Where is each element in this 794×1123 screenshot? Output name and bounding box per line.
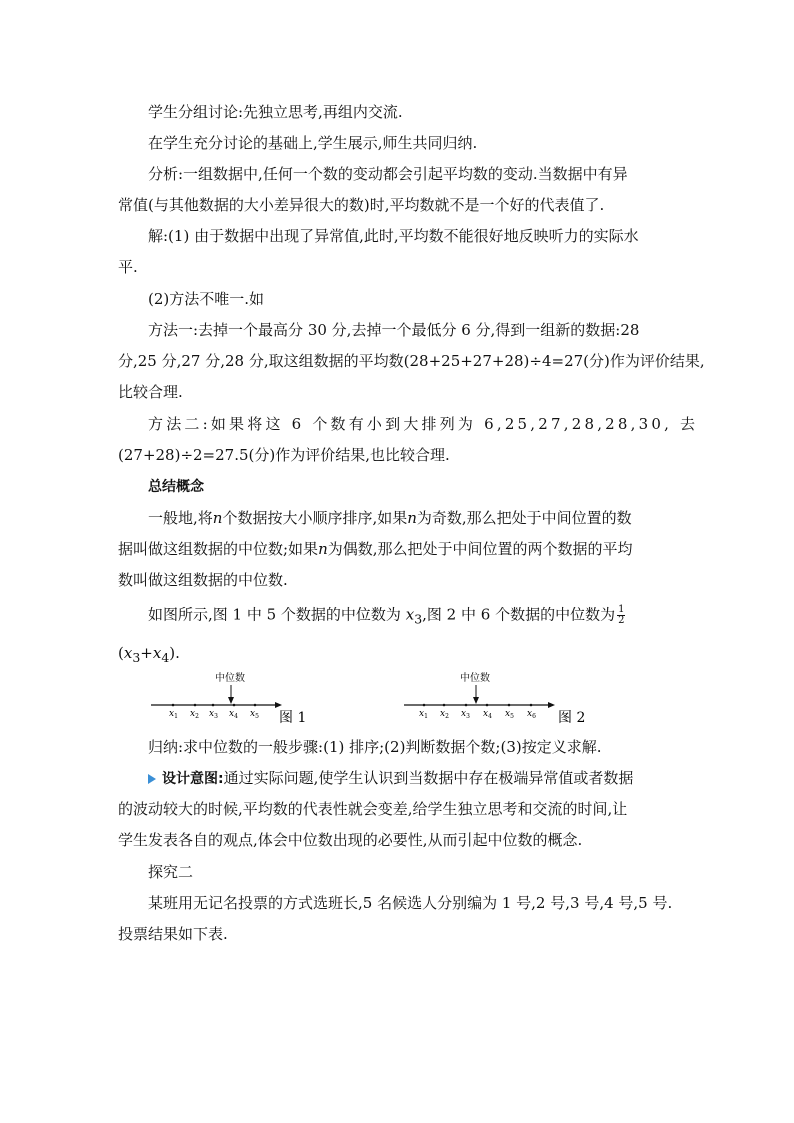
fig2-tick-5 — [508, 704, 511, 707]
fig2-median-arrow-head — [473, 697, 479, 704]
fig2-point-label-1: $x_1$ — [419, 709, 428, 720]
fig1-point-label-4: $x_4$ — [229, 709, 238, 720]
para-method1-line1: 方法一:去掉一个最高分 30 分,去掉一个最低分 6 分,得到一组新的数据:28 — [148, 321, 640, 339]
fig2-point-label-4: $x_4$ — [483, 709, 492, 720]
fig2-point-label-2: $x_2$ — [440, 709, 449, 720]
fraction-one-half: $\frac{1}{2}$ — [618, 604, 625, 626]
fig1-tick-5 — [254, 704, 257, 707]
fig1-point-label-1: $x_1$ — [169, 709, 178, 720]
fig1-median-arrow-head — [228, 697, 234, 704]
para-figure-explanation-line2: $(x_3+x_4)$. — [118, 644, 180, 665]
para-design-intent-line2: 的波动较大的时候,平均数的代表性就会变差,给学生独立思考和交流的时间,让 — [118, 800, 628, 818]
para-design-intent-line3: 学生发表各自的观点,体会中位数出现的必要性,从而引起中位数的概念. — [118, 831, 583, 849]
fig2-tick-4 — [486, 704, 489, 707]
para-median-steps: 归纳:求中位数的一般步骤:(1) 排序;(2)判断数据个数;(3)按定义求解. — [148, 738, 602, 756]
fig2-tick-1 — [423, 704, 426, 707]
design-intent-label: 设计意图: — [162, 771, 224, 787]
triangle-marker-icon — [148, 774, 156, 784]
fig2-point-label-6: $x_6$ — [527, 709, 536, 720]
fig1-tick-3 — [212, 704, 215, 707]
para-definition-line1: 一般地,将n个数据按大小顺序排序,如果n为奇数,那么把处于中间位置的数 — [148, 509, 632, 527]
fig2-median-label: 中位数 — [460, 673, 490, 684]
para-group-discussion: 学生分组讨论:先独立思考,再组内交流. — [148, 103, 403, 121]
fig2-axis-arrow — [548, 702, 555, 708]
para-analysis-line1: 分析:一组数据中,任何一个数的变动都会引起平均数的变动.当数据中有异 — [148, 165, 628, 183]
para-definition-line3: 数叫做这组数据的中位数. — [118, 571, 288, 589]
fig1-tick-1 — [172, 704, 175, 707]
para-definition-line2: 据叫做这组数据的中位数;如果n为偶数,那么把处于中间位置的两个数据的平均 — [118, 540, 633, 558]
figure-2-number-line — [400, 665, 600, 725]
figure-1-number-line — [145, 665, 320, 725]
para-solution-line2: 平. — [118, 258, 138, 276]
fig1-tick-4 — [233, 704, 236, 707]
fig1-point-label-5: $x_5$ — [250, 709, 259, 720]
fig2-tick-6 — [530, 704, 533, 707]
fig2-point-label-3: $x_3$ — [461, 709, 470, 720]
para-method2-line2: (27+28)÷2=27.5(分)作为评价结果,也比较合理. — [118, 446, 450, 464]
fig2-caption: 图 2 — [558, 710, 586, 725]
para-solution-line1: 解:(1) 由于数据中出现了异常值,此时,平均数不能很好地反映听力的实际水 — [148, 227, 639, 245]
fig2-tick-3 — [465, 704, 468, 707]
fig2-tick-2 — [443, 704, 446, 707]
para-analysis-line2: 常值(与其他数据的大小差异很大的数)时,平均数就不是一个好的代表值了. — [118, 196, 605, 214]
para-method1-line2: 分,25 分,27 分,28 分,取这组数据的平均数(28+25+27+28)÷4=27(分)作为评价结果, — [118, 352, 705, 370]
fig1-point-label-3: $x_3$ — [209, 709, 218, 720]
para-class-vote-line1: 某班用无记名投票的方式选班长,5 名候选人分别编为 1 号,2 号,3 号,4 号,5 号. — [148, 894, 673, 912]
para-method-not-unique: (2)方法不唯一.如 — [148, 290, 265, 308]
para-method1-line3: 比较合理. — [118, 383, 183, 401]
para-method2-line1: 方法二:如果将这 6 个数有小到大排列为 6,25,27,28,28,30, 去 — [148, 415, 699, 433]
para-student-showcase: 在学生充分讨论的基础上,学生展示,师生共同归纳. — [148, 134, 478, 152]
para-figure-explanation-line1: 如图所示,图 1 中 5 个数据的中位数为 $x_3$,图 2 中 6 个数据的中位数为 $\frac{1}{2}$ — [148, 604, 625, 627]
fig1-point-label-2: $x_2$ — [190, 709, 199, 720]
fig1-caption: 图 1 — [279, 710, 307, 725]
heading-explore-two: 探究二 — [148, 863, 194, 881]
fig1-tick-2 — [194, 704, 197, 707]
fig1-axis-arrow — [275, 702, 282, 708]
heading-summary-concept: 总结概念 — [148, 479, 204, 495]
para-class-vote-line2: 投票结果如下表. — [118, 925, 228, 943]
para-design-intent-line1: 设计意图:通过实际问题,使学生认识到当数据中存在极端异常值或者数据 — [148, 769, 633, 788]
fig1-median-label: 中位数 — [215, 673, 245, 684]
fig2-point-label-5: $x_5$ — [505, 709, 514, 720]
